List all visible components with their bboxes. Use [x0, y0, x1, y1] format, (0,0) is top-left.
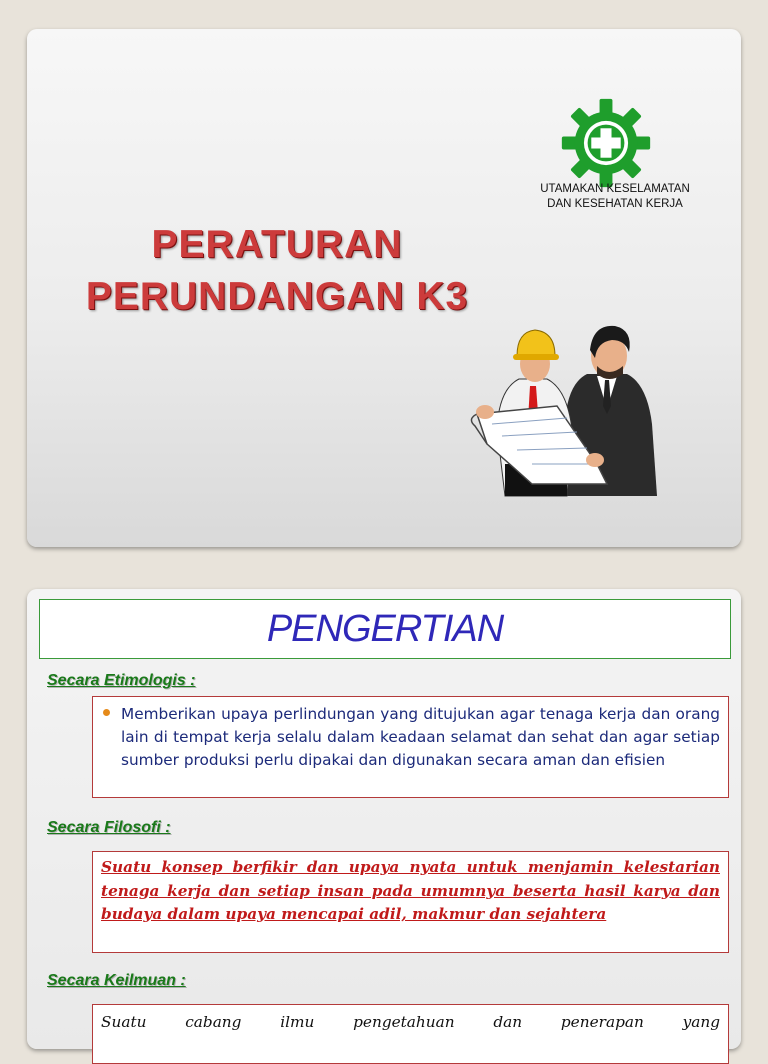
filosofi-definition-box [92, 851, 729, 953]
logo-caption-line-1: UTAMAKAN KESELAMATAN [540, 183, 690, 195]
slide-header-title: PENGERTIAN [266, 607, 504, 650]
logo-caption-line-2: DAN KESEHATAN KERJA [547, 198, 683, 210]
section-heading-filosofi: Secara Filosofi : [47, 819, 171, 836]
section-heading-etimologis: Secara Etimologis : [47, 672, 196, 689]
definition-slide [27, 589, 741, 1049]
keilmuan-definition-box [92, 1004, 729, 1064]
k3-gear-cross-icon [560, 97, 652, 189]
workers-reading-blueprint-illustration [447, 314, 657, 499]
keilmuan-definition-text: Suatu cabang ilmu pengetahuan dan penerapan yang [101, 1013, 720, 1031]
slide-header [39, 599, 731, 659]
filosofi-definition-text: Suatu konsep berfikir dan upaya nyata untuk menjamin kelestarian tenaga kerja dan setiap insan pada umumnya beserta hasil karya dan budaya dalam upaya mencapai adil, makmur dan sejahtera [101, 858, 720, 923]
title-line-2: PERUNDANGAN K3 [85, 275, 469, 318]
etimologis-definition-box [92, 696, 729, 798]
title-slide [27, 29, 741, 547]
title-line-1: PERATURAN [151, 223, 403, 266]
slide-title [67, 219, 487, 323]
logo-caption [525, 182, 705, 212]
bullet-dot-icon [103, 709, 110, 716]
etimologis-definition-text: Memberikan upaya perlindungan yang ditujukan agar tenaga kerja dan orang lain di tempat kerja selalu dalam keadaan selamat dan sehat dan agar setiap sumber produksi perlu dipakai dan digunakan secara aman dan efisien [121, 705, 720, 769]
section-heading-keilmuan: Secara Keilmuan : [47, 972, 186, 989]
